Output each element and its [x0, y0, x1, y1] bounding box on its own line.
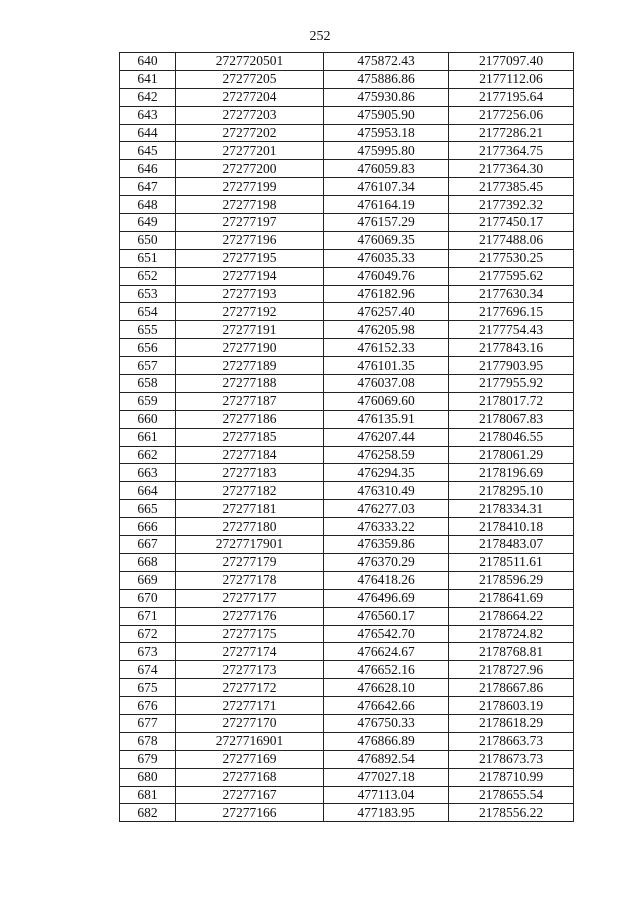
x-coordinate-cell: 476496.69	[324, 589, 449, 607]
y-coordinate-cell: 2178196.69	[449, 464, 574, 482]
x-coordinate-cell: 476152.33	[324, 339, 449, 357]
row-index-cell: 677	[120, 714, 176, 732]
point-id-cell: 27277175	[176, 625, 324, 643]
table-row	[120, 732, 574, 750]
table-row	[120, 589, 574, 607]
table-row	[120, 697, 574, 715]
x-coordinate-cell: 477027.18	[324, 768, 449, 786]
y-coordinate-cell: 2178618.29	[449, 714, 574, 732]
table-row	[120, 661, 574, 679]
x-coordinate-cell: 477183.95	[324, 804, 449, 822]
x-coordinate-cell: 476866.89	[324, 732, 449, 750]
y-coordinate-cell: 2178046.55	[449, 428, 574, 446]
table-row	[120, 214, 574, 232]
x-coordinate-cell: 475905.90	[324, 106, 449, 124]
coordinates-table	[119, 52, 574, 822]
row-index-cell: 649	[120, 214, 176, 232]
point-id-cell: 27277191	[176, 321, 324, 339]
y-coordinate-cell: 2178061.29	[449, 446, 574, 464]
y-coordinate-cell: 2178768.81	[449, 643, 574, 661]
x-coordinate-cell: 476359.86	[324, 536, 449, 554]
table-row	[120, 392, 574, 410]
table-row	[120, 714, 574, 732]
point-id-cell: 27277166	[176, 804, 324, 822]
table-row	[120, 446, 574, 464]
row-index-cell: 641	[120, 70, 176, 88]
table-row	[120, 768, 574, 786]
point-id-cell: 27277170	[176, 714, 324, 732]
row-index-cell: 681	[120, 786, 176, 804]
x-coordinate-cell: 476049.76	[324, 267, 449, 285]
x-coordinate-cell: 476035.33	[324, 249, 449, 267]
row-index-cell: 682	[120, 804, 176, 822]
table-row	[120, 285, 574, 303]
table-row	[120, 53, 574, 71]
row-index-cell: 663	[120, 464, 176, 482]
table-row	[120, 428, 574, 446]
row-index-cell: 673	[120, 643, 176, 661]
y-coordinate-cell: 2178710.99	[449, 768, 574, 786]
row-index-cell: 660	[120, 410, 176, 428]
y-coordinate-cell: 2178334.31	[449, 500, 574, 518]
x-coordinate-cell: 477113.04	[324, 786, 449, 804]
y-coordinate-cell: 2177754.43	[449, 321, 574, 339]
x-coordinate-cell: 476418.26	[324, 571, 449, 589]
row-index-cell: 670	[120, 589, 176, 607]
point-id-cell: 27277197	[176, 214, 324, 232]
y-coordinate-cell: 2177450.17	[449, 214, 574, 232]
x-coordinate-cell: 476542.70	[324, 625, 449, 643]
x-coordinate-cell: 476037.08	[324, 375, 449, 393]
table-row	[120, 553, 574, 571]
x-coordinate-cell: 475872.43	[324, 53, 449, 71]
table-row	[120, 231, 574, 249]
table-body	[120, 53, 574, 822]
x-coordinate-cell: 476624.67	[324, 643, 449, 661]
x-coordinate-cell: 476652.16	[324, 661, 449, 679]
y-coordinate-cell: 2177630.34	[449, 285, 574, 303]
row-index-cell: 652	[120, 267, 176, 285]
table-row	[120, 124, 574, 142]
point-id-cell: 27277187	[176, 392, 324, 410]
y-coordinate-cell: 2177256.06	[449, 106, 574, 124]
point-id-cell: 27277168	[176, 768, 324, 786]
x-coordinate-cell: 476277.03	[324, 500, 449, 518]
y-coordinate-cell: 2178664.22	[449, 607, 574, 625]
x-coordinate-cell: 476560.17	[324, 607, 449, 625]
y-coordinate-cell: 2178641.69	[449, 589, 574, 607]
table-row	[120, 804, 574, 822]
table-row	[120, 643, 574, 661]
x-coordinate-cell: 475930.86	[324, 88, 449, 106]
point-id-cell: 27277185	[176, 428, 324, 446]
point-id-cell: 27277167	[176, 786, 324, 804]
point-id-cell: 27277202	[176, 124, 324, 142]
y-coordinate-cell: 2177195.64	[449, 88, 574, 106]
point-id-cell: 27277182	[176, 482, 324, 500]
y-coordinate-cell: 2177286.21	[449, 124, 574, 142]
y-coordinate-cell: 2178410.18	[449, 518, 574, 536]
x-coordinate-cell: 476135.91	[324, 410, 449, 428]
x-coordinate-cell: 476257.40	[324, 303, 449, 321]
y-coordinate-cell: 2177488.06	[449, 231, 574, 249]
table-row	[120, 786, 574, 804]
row-index-cell: 669	[120, 571, 176, 589]
x-coordinate-cell: 476207.44	[324, 428, 449, 446]
y-coordinate-cell: 2177696.15	[449, 303, 574, 321]
x-coordinate-cell: 476892.54	[324, 750, 449, 768]
y-coordinate-cell: 2178556.22	[449, 804, 574, 822]
y-coordinate-cell: 2178603.19	[449, 697, 574, 715]
x-coordinate-cell: 476205.98	[324, 321, 449, 339]
x-coordinate-cell: 476628.10	[324, 679, 449, 697]
point-id-cell: 27277169	[176, 750, 324, 768]
row-index-cell: 668	[120, 553, 176, 571]
y-coordinate-cell: 2178667.86	[449, 679, 574, 697]
table-row	[120, 607, 574, 625]
row-index-cell: 667	[120, 536, 176, 554]
x-coordinate-cell: 476059.83	[324, 160, 449, 178]
table-row	[120, 321, 574, 339]
point-id-cell: 27277192	[176, 303, 324, 321]
row-index-cell: 643	[120, 106, 176, 124]
row-index-cell: 651	[120, 249, 176, 267]
point-id-cell: 27277181	[176, 500, 324, 518]
point-id-cell: 27277190	[176, 339, 324, 357]
point-id-cell: 27277196	[176, 231, 324, 249]
x-coordinate-cell: 476370.29	[324, 553, 449, 571]
row-index-cell: 659	[120, 392, 176, 410]
row-index-cell: 648	[120, 196, 176, 214]
table-row	[120, 679, 574, 697]
y-coordinate-cell: 2177364.30	[449, 160, 574, 178]
y-coordinate-cell: 2177903.95	[449, 357, 574, 375]
point-id-cell: 27277193	[176, 285, 324, 303]
row-index-cell: 672	[120, 625, 176, 643]
y-coordinate-cell: 2178655.54	[449, 786, 574, 804]
point-id-cell: 27277194	[176, 267, 324, 285]
row-index-cell: 662	[120, 446, 176, 464]
row-index-cell: 658	[120, 375, 176, 393]
x-coordinate-cell: 476157.29	[324, 214, 449, 232]
x-coordinate-cell: 475953.18	[324, 124, 449, 142]
y-coordinate-cell: 2178663.73	[449, 732, 574, 750]
point-id-cell: 27277189	[176, 357, 324, 375]
point-id-cell: 27277174	[176, 643, 324, 661]
y-coordinate-cell: 2178067.83	[449, 410, 574, 428]
x-coordinate-cell: 476069.60	[324, 392, 449, 410]
x-coordinate-cell: 475886.86	[324, 70, 449, 88]
point-id-cell: 27277203	[176, 106, 324, 124]
point-id-cell: 27277198	[176, 196, 324, 214]
point-id-cell: 27277173	[176, 661, 324, 679]
x-coordinate-cell: 476294.35	[324, 464, 449, 482]
table-row	[120, 750, 574, 768]
y-coordinate-cell: 2177392.32	[449, 196, 574, 214]
table-row	[120, 625, 574, 643]
table-row	[120, 410, 574, 428]
x-coordinate-cell: 476182.96	[324, 285, 449, 303]
row-index-cell: 656	[120, 339, 176, 357]
row-index-cell: 665	[120, 500, 176, 518]
row-index-cell: 654	[120, 303, 176, 321]
x-coordinate-cell: 476069.35	[324, 231, 449, 249]
point-id-cell: 2727716901	[176, 732, 324, 750]
y-coordinate-cell: 2178596.29	[449, 571, 574, 589]
row-index-cell: 650	[120, 231, 176, 249]
point-id-cell: 2727720501	[176, 53, 324, 71]
point-id-cell: 27277183	[176, 464, 324, 482]
y-coordinate-cell: 2177530.25	[449, 249, 574, 267]
y-coordinate-cell: 2177364.75	[449, 142, 574, 160]
table-row	[120, 500, 574, 518]
row-index-cell: 680	[120, 768, 176, 786]
y-coordinate-cell: 2177955.92	[449, 375, 574, 393]
x-coordinate-cell: 476333.22	[324, 518, 449, 536]
x-coordinate-cell: 476107.34	[324, 178, 449, 196]
table-row	[120, 303, 574, 321]
table-row	[120, 357, 574, 375]
point-id-cell: 27277179	[176, 553, 324, 571]
point-id-cell: 27277199	[176, 178, 324, 196]
point-id-cell: 27277180	[176, 518, 324, 536]
table-row	[120, 160, 574, 178]
point-id-cell: 2727717901	[176, 536, 324, 554]
table-row	[120, 482, 574, 500]
x-coordinate-cell: 476101.35	[324, 357, 449, 375]
point-id-cell: 27277176	[176, 607, 324, 625]
point-id-cell: 27277178	[176, 571, 324, 589]
point-id-cell: 27277205	[176, 70, 324, 88]
row-index-cell: 642	[120, 88, 176, 106]
x-coordinate-cell: 476258.59	[324, 446, 449, 464]
x-coordinate-cell: 476310.49	[324, 482, 449, 500]
row-index-cell: 647	[120, 178, 176, 196]
point-id-cell: 27277188	[176, 375, 324, 393]
table-row	[120, 106, 574, 124]
row-index-cell: 664	[120, 482, 176, 500]
y-coordinate-cell: 2178673.73	[449, 750, 574, 768]
y-coordinate-cell: 2177595.62	[449, 267, 574, 285]
table-row	[120, 249, 574, 267]
y-coordinate-cell: 2177385.45	[449, 178, 574, 196]
row-index-cell: 675	[120, 679, 176, 697]
table-row	[120, 70, 574, 88]
row-index-cell: 666	[120, 518, 176, 536]
table-row	[120, 339, 574, 357]
row-index-cell: 678	[120, 732, 176, 750]
y-coordinate-cell: 2177112.06	[449, 70, 574, 88]
point-id-cell: 27277186	[176, 410, 324, 428]
y-coordinate-cell: 2178727.96	[449, 661, 574, 679]
table-row	[120, 536, 574, 554]
y-coordinate-cell: 2178295.10	[449, 482, 574, 500]
y-coordinate-cell: 2178724.82	[449, 625, 574, 643]
point-id-cell: 27277184	[176, 446, 324, 464]
x-coordinate-cell: 476164.19	[324, 196, 449, 214]
row-index-cell: 644	[120, 124, 176, 142]
row-index-cell: 674	[120, 661, 176, 679]
point-id-cell: 27277172	[176, 679, 324, 697]
y-coordinate-cell: 2178483.07	[449, 536, 574, 554]
table-row	[120, 142, 574, 160]
table-row	[120, 267, 574, 285]
y-coordinate-cell: 2178511.61	[449, 553, 574, 571]
row-index-cell: 671	[120, 607, 176, 625]
row-index-cell: 645	[120, 142, 176, 160]
point-id-cell: 27277177	[176, 589, 324, 607]
x-coordinate-cell: 476750.33	[324, 714, 449, 732]
table-row	[120, 88, 574, 106]
point-id-cell: 27277171	[176, 697, 324, 715]
row-index-cell: 655	[120, 321, 176, 339]
y-coordinate-cell: 2177097.40	[449, 53, 574, 71]
x-coordinate-cell: 475995.80	[324, 142, 449, 160]
table-row	[120, 196, 574, 214]
point-id-cell: 27277200	[176, 160, 324, 178]
row-index-cell: 679	[120, 750, 176, 768]
row-index-cell: 653	[120, 285, 176, 303]
y-coordinate-cell: 2178017.72	[449, 392, 574, 410]
y-coordinate-cell: 2177843.16	[449, 339, 574, 357]
table-row	[120, 178, 574, 196]
page-number: 252	[309, 29, 331, 44]
point-id-cell: 27277204	[176, 88, 324, 106]
row-index-cell: 646	[120, 160, 176, 178]
point-id-cell: 27277201	[176, 142, 324, 160]
table-row	[120, 375, 574, 393]
x-coordinate-cell: 476642.66	[324, 697, 449, 715]
table-row	[120, 518, 574, 536]
table-row	[120, 464, 574, 482]
table-row	[120, 571, 574, 589]
point-id-cell: 27277195	[176, 249, 324, 267]
row-index-cell: 676	[120, 697, 176, 715]
row-index-cell: 661	[120, 428, 176, 446]
row-index-cell: 657	[120, 357, 176, 375]
row-index-cell: 640	[120, 53, 176, 71]
